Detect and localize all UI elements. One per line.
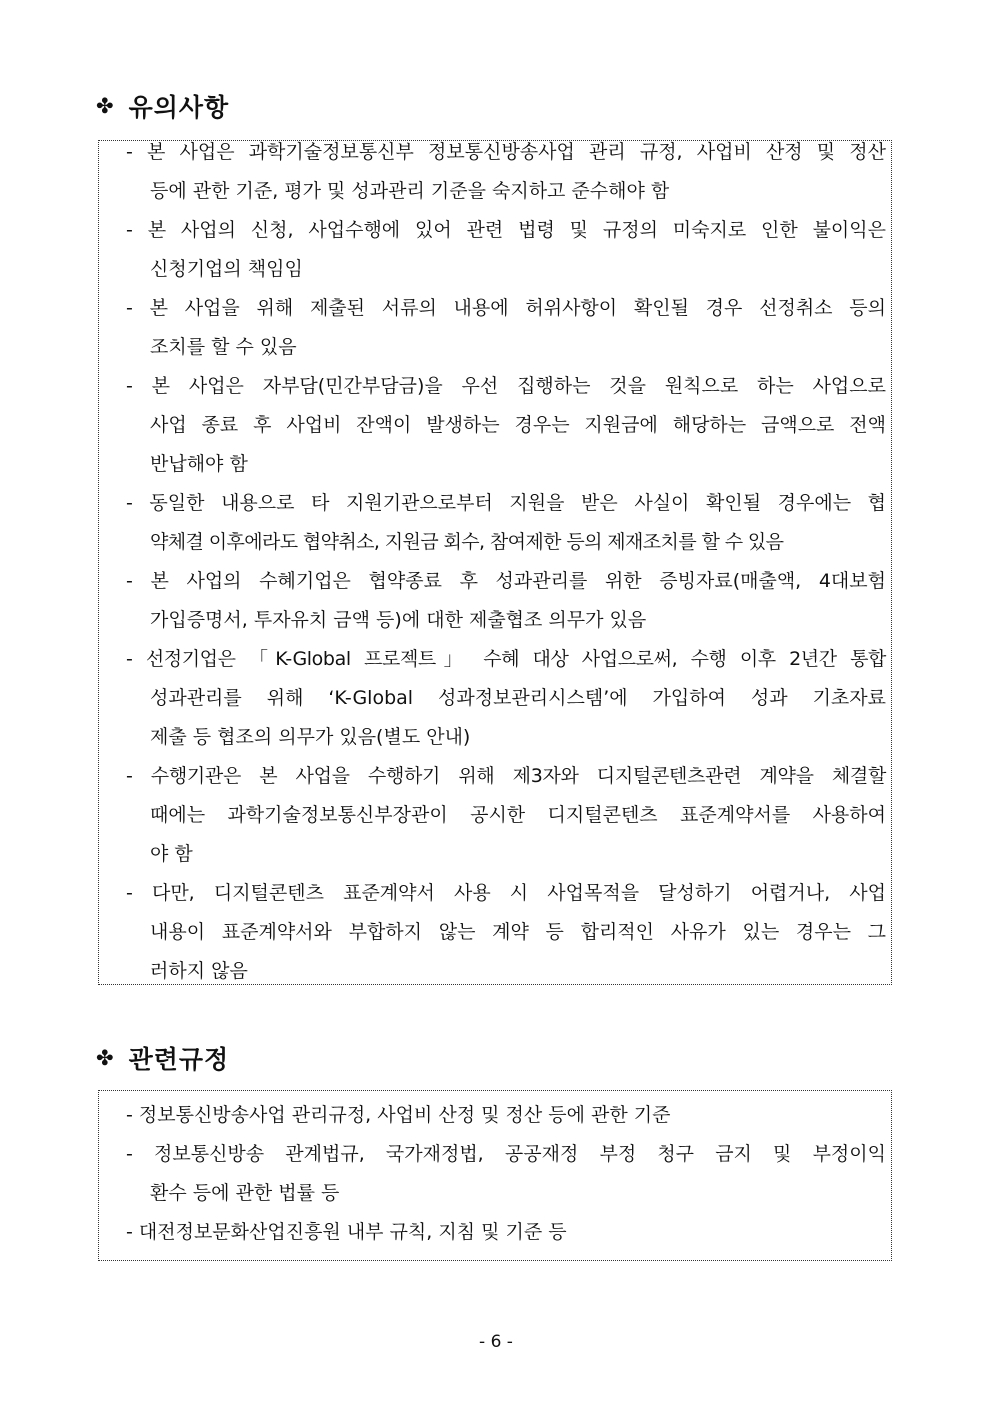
regulations-item (126, 1096, 886, 1135)
notes-item (126, 874, 886, 991)
item-line: 조치를 할 수 있음 (150, 336, 297, 358)
item-line: 제출 등 협조의 의무가 있음(별도 안내) (150, 726, 471, 748)
section-title-text: 관련규정 (128, 1045, 230, 1074)
item-line: - 정보통신방송 관계법규, 국가재정법, 공공재정 부정 청구 금지 및 부정이익 (126, 1143, 886, 1165)
item-line: - 다만, 디지털콘텐츠 표준계약서 사용 시 사업목적을 달성하기 어렵거나, 사업 (126, 882, 886, 904)
notes-item (126, 289, 886, 367)
item-line: 반납해야 함 (150, 453, 248, 475)
item-line: 사업 종료 후 사업비 잔액이 발생하는 경우는 지원금에 해당하는 금액으로 전액 (150, 414, 886, 436)
regulations-item (126, 1213, 886, 1252)
item-line: - 대전정보문화산업진흥원 내부 규칙, 지침 및 기준 등 (126, 1221, 567, 1243)
item-line: 야 함 (150, 843, 193, 865)
item-line: 내용이 표준계약서와 부합하지 않는 계약 등 합리적인 사유가 있는 경우는 그 (150, 921, 886, 943)
item-line: - 본 사업의 신청, 사업수행에 있어 관련 법령 및 규정의 미숙지로 인한 불이익은 (126, 219, 886, 241)
item-line: 신청기업의 책임임 (150, 258, 303, 280)
item-line: - 수행기관은 본 사업을 수행하기 위해 제3자와 디지털콘텐츠관련 계약을 체결할 (126, 765, 886, 787)
notes-item (126, 562, 886, 640)
notes-item (126, 757, 886, 874)
notes-item (126, 640, 886, 757)
item-line: - 본 사업의 수혜기업은 협약종료 후 성과관리를 위한 증빙자료(매출액, 4대보험 (126, 570, 886, 592)
notes-item (126, 484, 886, 562)
diamond-bullet-icon: ✤ (96, 1046, 115, 1070)
page-number: - 6 - (479, 1332, 513, 1352)
regulations-item (126, 1135, 886, 1213)
item-line: 가입증명서, 투자유치 금액 등)에 대한 제출협조 의무가 있음 (150, 609, 647, 631)
item-line: - 본 사업은 자부담(민간부담금)을 우선 집행하는 것을 원칙으로 하는 사업으로 (126, 375, 886, 397)
item-line: - 정보통신방송사업 관리규정, 사업비 산정 및 정산 등에 관한 기준 (126, 1104, 671, 1126)
diamond-bullet-icon: ✤ (96, 94, 115, 118)
item-line: - 본 사업을 위해 제출된 서류의 내용에 허위사항이 확인될 경우 선정취소 등의 (126, 297, 886, 319)
item-line: 등에 관한 기준, 평가 및 성과관리 기준을 숙지하고 준수해야 함 (150, 180, 670, 202)
item-line: 때에는 과학기술정보통신부장관이 공시한 디지털콘텐츠 표준계약서를 사용하여 (150, 804, 886, 826)
item-line: 환수 등에 관한 법률 등 (150, 1182, 340, 1204)
item-line: 러하지 않음 (150, 960, 248, 982)
item-line: - 동일한 내용으로 타 지원기관으로부터 지원을 받은 사실이 확인될 경우에는 협 (126, 492, 886, 514)
notes-item (126, 133, 886, 211)
notes-item (126, 211, 886, 289)
item-line: 성과관리를 위해 ‘K-Global 성과정보관리시스템’에 가입하여 성과 기초자료 (150, 687, 886, 709)
item-line: 약체결 이후에라도 협약취소, 지원금 회수, 참여제한 등의 제재조치를 할 수 있음 (150, 531, 784, 553)
item-line: - 선정기업은 「K-Global 프로젝트」 수혜 대상 사업으로써, 수행 이후 2년간 통합 (126, 648, 886, 670)
section-title-notes (96, 88, 229, 124)
item-line: - 본 사업은 과학기술정보통신부 정보통신방송사업 관리 규정, 사업비 산정 및 정산 (126, 141, 886, 163)
section-title-regulations (96, 1040, 229, 1076)
section-title-text: 유의사항 (128, 93, 230, 122)
notes-item (126, 367, 886, 484)
